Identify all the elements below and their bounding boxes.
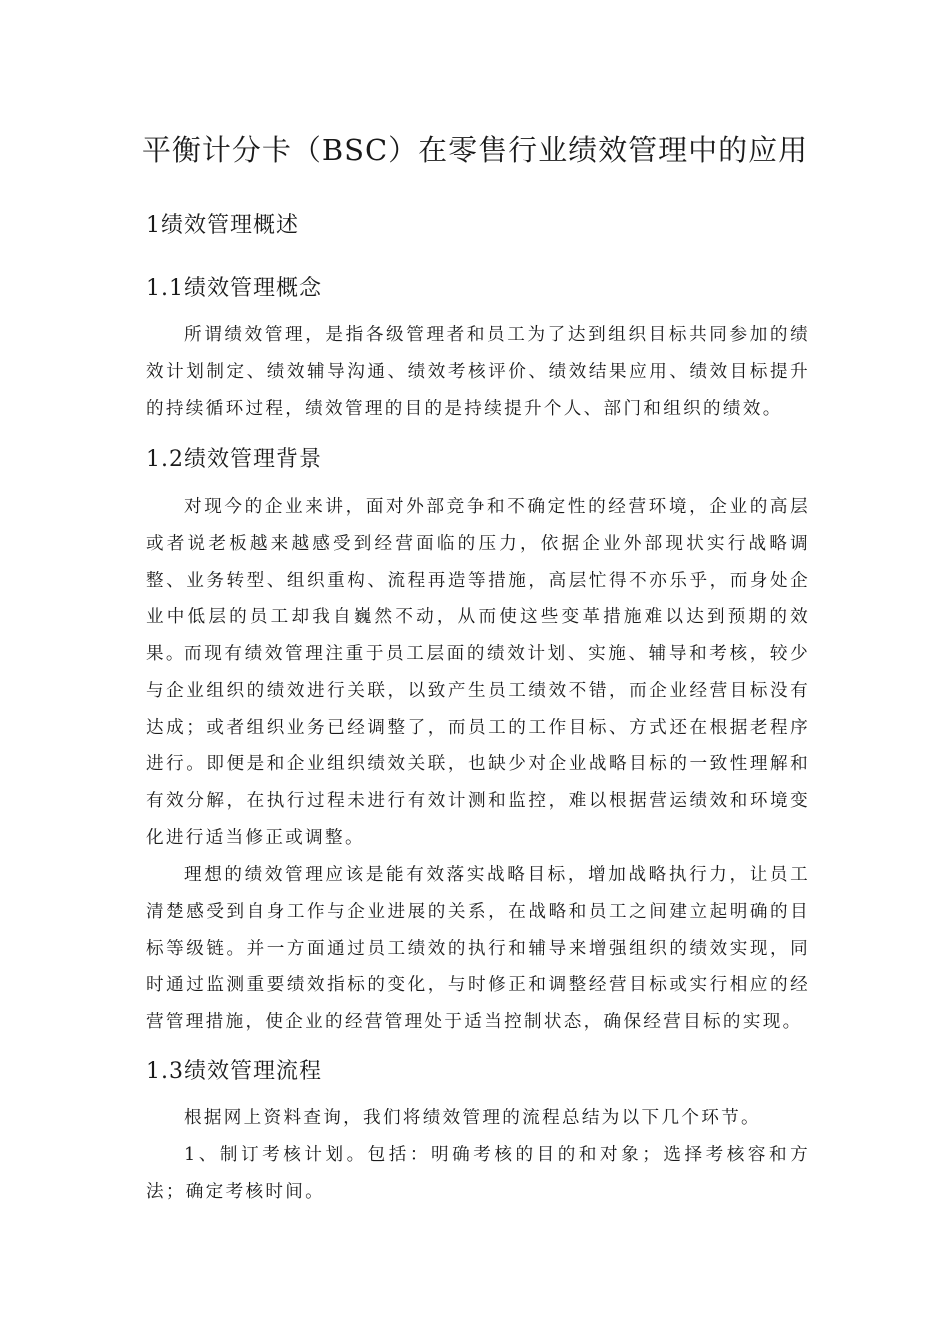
paragraph-1-2-2: 而现有绩效管理注重于员工层面的绩效计划、实施、辅导和考核，较少与企业组织的绩效进行关联，以致产生员工绩效不错，而企业经营目标没有达成；或者组织业务已经调整了，而员工的工作目标、方式还在根据老程序进行。即便是和企业组织绩效关联，也缺少对企业战略目标的一致性理解和有效分解，在执行过程未进行有效计测和监控，难以根据营运绩效和环境变化进行适当修正或调整。: [146, 644, 810, 848]
section-heading-1: 1绩效管理概述: [146, 213, 299, 238]
section-heading-1-2: 1.2绩效管理背景: [146, 447, 322, 472]
paragraph-1-2-1: 对现今的企业来讲，面对外部竞争和不确定性的经营环境，企业的高层或者说老板越来越感受到经营面临的压力，依据企业外部现状实行战略调整、业务转型、组织重构、流程再造等措施，高层忙得不亦乐乎，而身处企业中低层的员工却我自巍然不动，从而使这些变革措施难以达到预期的效果。: [146, 497, 810, 665]
paragraph-1-3-1: 根据网上资料查询，我们将绩效管理的流程总结为以下几个环节。: [184, 1108, 761, 1128]
section-heading-1-3: 1.3绩效管理流程: [146, 1059, 322, 1084]
section-heading-1-1: 1.1绩效管理概念: [146, 276, 322, 301]
document-title: 平衡计分卡（BSC）在零售行业绩效管理中的应用: [141, 133, 809, 167]
paragraph-1-1-1: 所谓绩效管理，是指各级管理者和员工为了达到组织目标共同参加的绩效计划制定、绩效辅导沟通、绩效考核评价、绩效结果应用、绩效目标提升的持续循环过程，绩效管理的目的是持续提升个人、部门和组织的绩效。: [146, 325, 810, 419]
paragraph-1-2-3: 理想的绩效管理应该是能有效落实战略目标，增加战略执行力，让员工清楚感受到自身工作与企业进展的关系，在战略和员工之间建立起明确的目标等级链。并一方面通过员工绩效的执行和辅导来增强组织的绩效实现，同时通过监测重要绩效指标的变化，与时修正和调整经营目标或实行相应的经营管理措施，使企业的经营管理处于适当控制状态，确保经营目标的实现。: [146, 865, 810, 1033]
paragraph-1-3-2: 1、制订考核计划。包括：明确考核的目的和对象；选择考核容和方法；确定考核时间。: [146, 1145, 810, 1202]
